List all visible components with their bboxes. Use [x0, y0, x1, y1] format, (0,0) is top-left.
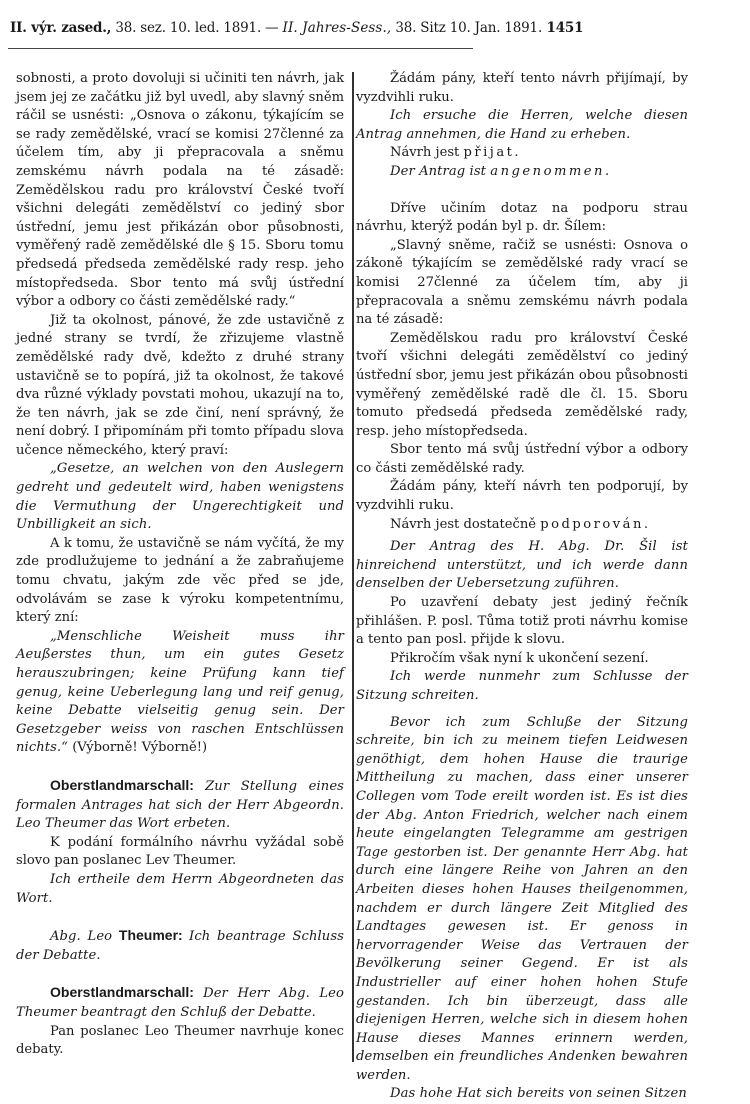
paragraph: Der Antrag des H. Abg. Dr. Šil ist hinreichend unterstützt, und ich werde dann denselben der Uebersetzung zuführen. [356, 539, 688, 592]
speech-text: Ich beantrage Schluss der Debatte. [16, 929, 344, 963]
speaker-name: Oberstlandmarschall [50, 776, 190, 793]
german-quote: „Menschliche Weisheit muss ihr Aeußerstes thun, um ein gutes Gesetz herauszubringen; keine Prüfung kann tief genug, keine Ueberlegung lang und reif genug, keine Debatte vielseitig genug sein. Der Gesetzgeber weiss von raschen Entschlüssen nichts.“ [16, 628, 344, 756]
paragraph: „Slavný sněme, račiž se usnésti: Osnova o zákoně týkajícím se zemědělské rady vrací se komisi 27členné za účelem tím, aby ji přepracovala a sněmu zemskému návrh podala na té zásadě: [356, 237, 688, 328]
paragraph: Pan poslanec Leo Theumer navrhuje konec debaty. [16, 1023, 344, 1058]
spacer [16, 908, 344, 926]
speaker-separator: : [189, 984, 204, 1001]
speaker-separator: : [189, 776, 206, 793]
paragraph: Bevor ich zum Schluße der Sitzung schreite, bin ich zu meinem tiefen Leidwesen genöthigt, dem hohen Hause die traurige Mittheilung zu machen, dass einer unserer Collegen vom Tode ereilt worden ist. Es ist dies der Abg. Anton Friedrich, welcher nach einem heute eingelangten Telegramme am gestrigen Tage gestorben ist. Der genannte Herr Abg. hat durch eine längere Reihe von Jahren an den Arbeiten dieses hohen Hauses theilgenommen, nachdem er durch längere Zeit Mitglied des Landtages gewesen ist. Er genoss in hervorragender Weise das Vertrauen der Bevölkerung seiner Gegend. Er ist als Industrieller auf einer hohen hohen Stufe gestanden. Ich bin überzeugt, dass alle diejenigen Herren, welche sich in diesem hohen Hause dieses Mannes erinnern werden, demselben ein freundliches Andenken bewahren werden. [356, 714, 688, 1083]
header-sitting-cz: 38. sez. 10. led. 1891. — [111, 20, 283, 36]
spacer [16, 758, 344, 776]
paragraph: Das hohe Hat sich bereits von seinen Sitzen [390, 1086, 687, 1102]
result-spaced: angenommen. [490, 163, 612, 179]
speech [16, 926, 344, 965]
applause-note: (Výborně! Výborně!) [68, 740, 208, 756]
paragraph: Již ta okolnost, pánové, že zde ustavičně z jedné strany se tvrdí, že zřizujeme vlastně zemědělské rady dvě, kdežto z druhé strany ustavičně se to popírá, již ta okolnost, že takové dva různé výklady povstati mohou, ukazují na to, že ten návrh, jak se zde činí, není správný, že není dobrý. I připomínám při tomto případu slova učence německého, který praví: [16, 312, 344, 458]
paragraph: A k tomu, že ustavičně se nám vyčítá, že my zde prodlužujeme to jednání a že zabraňujeme tomu chvatu, jakým zde věc před se jde, odvolávám se zase k výroku kompetentnímu, který zní: [16, 535, 344, 626]
result-line [356, 516, 688, 535]
header-rule [8, 48, 473, 49]
result-prefix: Návrh jest [390, 145, 464, 161]
german-quote-block [16, 628, 344, 758]
running-header [10, 20, 584, 36]
speaker-name: Theumer [118, 927, 179, 944]
paragraph: K podání formálního návrhu vyžádal sobě slovo pan poslanec Lev Theumer. [16, 834, 344, 869]
speech [16, 983, 344, 1022]
result-spaced: přijat. [463, 145, 522, 161]
paragraph: Ich ersuche die Herren, welche diesen Antrag annehmen, die Hand zu erheben. [356, 108, 688, 142]
paragraph: sobnosti, a proto dovoluji si učiniti ten návrh, jak jsem jej ze začátku již byl uvedl, aby slavný sněm ráčil se usnésti: „Osnova o zákonu, týkajícím se se rady zemědělské, vrací se komisi 27členné za účelem tím, aby ji přepracovala a sněmu zemskému návrh podala na té zásadě: Zemědělskou radu pro království České tvoří všichni delegáti zemědělství co jediný sbor ústřední, jemu jest přikázán obor působnosti, vyměřený radě zemědělské dle § 15. Sboru tomu předsedá předseda zemědělské rady resp. jeho místopředseda. Sbor tento má svůj ústřední výbor a odbory co části zemědělské rady.“ [16, 71, 344, 310]
spacer [356, 706, 688, 714]
result-prefix: Návrh jest dostatečně [390, 516, 541, 532]
german-quote: „Gesetze, an welchen von den Auslegern gedreht und gedeutelt wird, haben wenigstens die Vermuthung der Ungerechtigkeit und Unbilligkeit an sich. [16, 461, 344, 533]
paragraph: Ich werde nunmehr zum Schlusse der Sitzung schreiten. [356, 669, 688, 703]
speaker-separator: : [178, 927, 190, 944]
header-sitting-de: 38. Sitz 10. Jan. 1891. [391, 20, 543, 36]
speaker-name: Oberstlandmarschall [50, 984, 190, 1001]
paragraph: Dříve učiním dotaz na podporu strau návrhu, kterýž podán byl p. dr. Šílem: [356, 200, 688, 235]
result-line [356, 144, 688, 163]
paragraph: Po uzavření debaty jest jediný řečník přihlášen. P. posl. Tůma totiž proti návrhu komise a tento pan posl. přijde k slovu. [356, 595, 688, 648]
result-prefix: Der Antrag ist [390, 163, 491, 179]
left-column [16, 70, 344, 1060]
paragraph: Sbor tento má svůj ústřední výbor a odbory co části zemědělské rady. [356, 442, 688, 476]
paragraph: Ich ertheile dem Herrn Abgeordneten das Wort. [16, 871, 344, 906]
result-line [356, 163, 688, 182]
header-session-de: II. Jahres-Sess., [282, 20, 392, 36]
spacer [356, 182, 688, 200]
paragraph: Přikročím však nyní k ukončení sezení. [390, 650, 649, 666]
speaker-prefix: Abg. Leo [50, 929, 119, 945]
speech-text: Zur Stellung eines formalen Antrages hat sich der Herr Abgeordn. Leo Theumer das Wort erbeten. [16, 778, 344, 832]
page-number: 1451 [542, 20, 584, 36]
right-column [356, 70, 688, 1104]
speech [16, 776, 344, 834]
result-spaced: podporován. [540, 516, 651, 532]
header-session-cz: II. výr. zased., [10, 20, 112, 36]
speech-text: Der Herr Abg. Leo Theumer beantragt den Schluß der Debatte. [16, 986, 344, 1020]
paragraph: Žádám pány, kteří návrh ten podporují, by vyzdvihli ruku. [356, 479, 688, 514]
column-divider [352, 72, 354, 1062]
spacer [16, 965, 344, 983]
paragraph: Žádám pány, kteří tento návrh přijímají, by vyzdvihli ruku. [356, 71, 688, 105]
paragraph: Zemědělskou radu pro království České tvoří všichni delegáti zemědělství co jediný ústřední sbor, jemu jest přikázán obou působnosti vyměřený zemědělské radě dle čl. 15. Sboru tomuto předsedá předseda zemědělské rady, resp. jeho místopředseda. [356, 330, 688, 439]
